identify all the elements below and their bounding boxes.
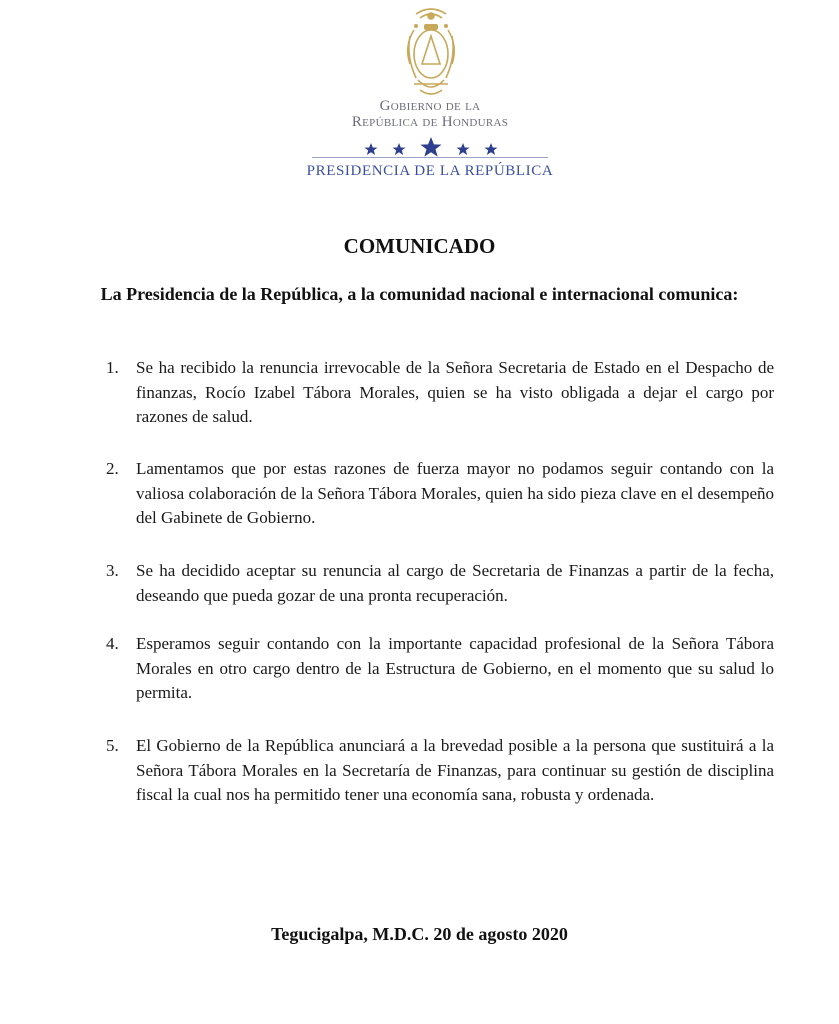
list-item-text: Lamentamos que por estas razones de fuerza mayor no podamos seguir contando con la valiosa colaboración de la Señora Tábora Morales, quien ha sido pieza clave en el desempeño del Gabinete de Gobierno. — [136, 459, 774, 527]
presidency-label: PRESIDENCIA DE LA REPÚBLICA — [306, 163, 554, 179]
list-item-number: 2. — [106, 459, 119, 478]
list-item-number: 5. — [106, 736, 119, 755]
closing-place-date: Tegucigalpa, M.D.C. 20 de agosto 2020 — [271, 924, 568, 944]
header-divider — [312, 157, 548, 158]
list-item-text: Se ha decidido aceptar su renuncia al cargo de Secretaria de Finanzas a partir de la fecha, deseando que pueda gozar de una pronta recuperación. — [136, 561, 774, 605]
list-item-text: El Gobierno de la República anunciará a la brevedad posible a la persona que sustituirá a la Señora Tábora Morales en la Secretaría de Finanzas, para continuar su gestión de disciplina fiscal la cual nos ha permitido tener una economía sana, robusta y ordenada. — [136, 736, 774, 804]
document-title: COMUNICADO — [343, 234, 496, 258]
list-item-number: 4. — [106, 634, 119, 653]
list-item-text: Esperamos seguir contando con la importante capacidad profesional de la Señora Tábora Morales en otro cargo dentro de la Estructura de Gobierno, en el momento que su salud lo permita. — [136, 634, 774, 702]
document-intro: La Presidencia de la República, a la comunidad nacional e internacional comunica: — [100, 284, 739, 304]
list-item-number: 3. — [106, 561, 119, 580]
coat-of-arms-icon — [396, 6, 466, 98]
list-item-text: Se ha recibido la renuncia irrevocable de la Señora Secretaria de Estado en el Despacho de finanzas, Rocío Izabel Tábora Morales, quien se ha visto obligada a dejar el cargo por razones de salud. — [136, 358, 774, 426]
list-item-number: 1. — [106, 358, 119, 377]
org-name-line-2: República de Honduras — [351, 114, 509, 130]
org-name-line-1: Gobierno de la — [379, 98, 481, 114]
